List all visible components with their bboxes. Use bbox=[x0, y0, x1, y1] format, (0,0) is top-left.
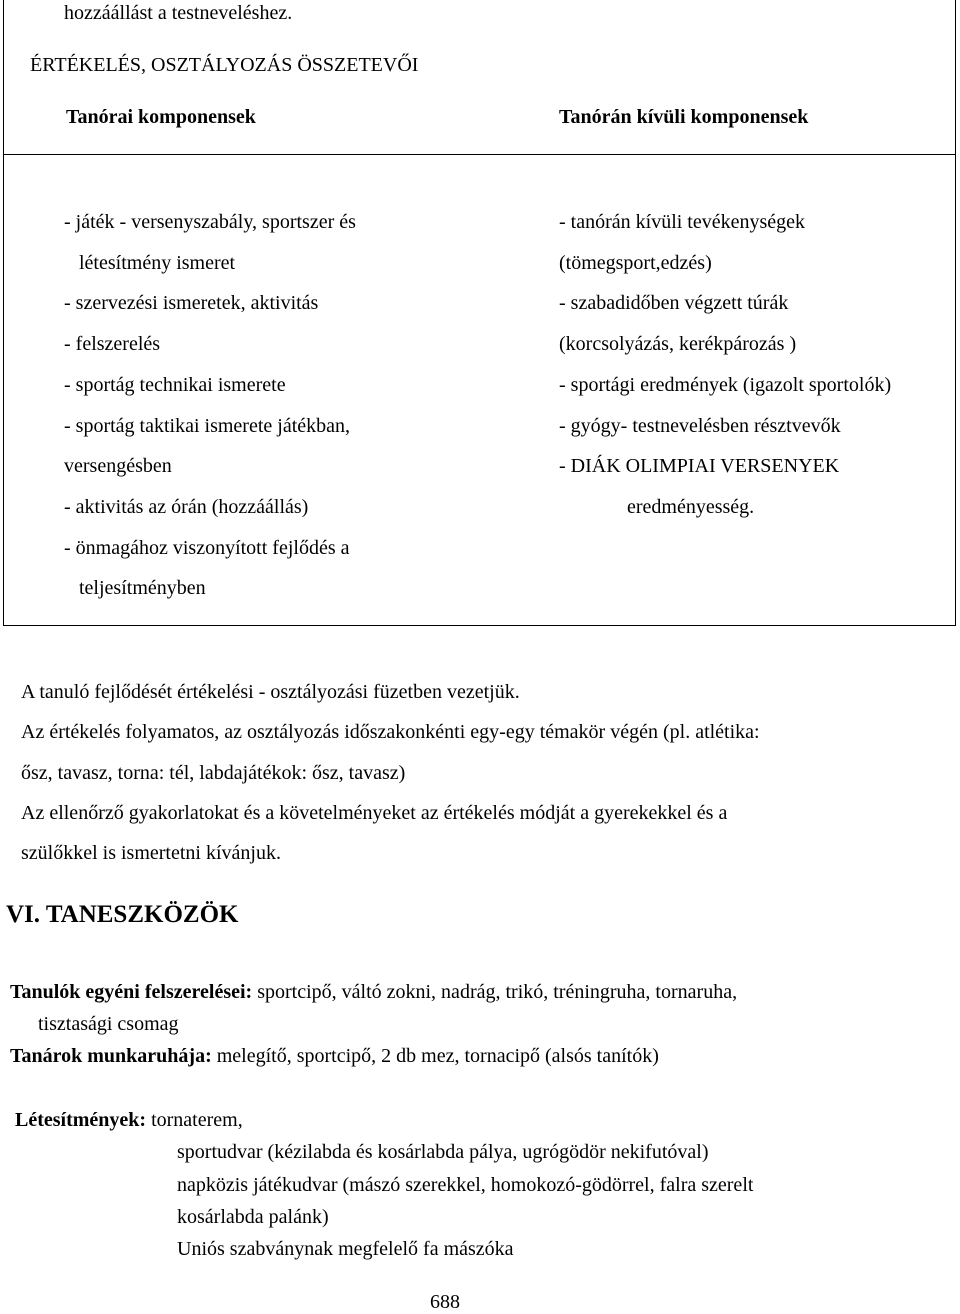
right-item: (korcsolyázás, kerékpározás ) bbox=[559, 333, 797, 355]
right-column-header: Tanórán kívüli komponensek bbox=[559, 106, 809, 128]
facilities-first: tornaterem, bbox=[151, 1109, 243, 1131]
facility-item: kosárlabda palánk) bbox=[177, 1206, 329, 1228]
teachers-clothing-line bbox=[10, 1045, 659, 1068]
right-item: (tömegsport,edzés) bbox=[559, 252, 712, 274]
left-item: - felszerelés bbox=[64, 333, 161, 355]
students-equipment-line bbox=[10, 981, 737, 1004]
section-vi-heading: VI. TANESZKÖZÖK bbox=[6, 901, 239, 928]
left-item: - játék - versenyszabály, sportszer és bbox=[64, 211, 356, 233]
left-item: - aktivitás az órán (hozzáállás) bbox=[64, 496, 309, 518]
right-item: - szabadidőben végzett túrák bbox=[559, 292, 789, 314]
right-item: - sportági eredmények (igazolt sportolók) bbox=[559, 374, 892, 396]
paragraph-requirements: Az ellenőrző gyakorlatokat és a követelményeket az értékelés módját a gyerekekkel és a bbox=[21, 802, 728, 824]
paragraph-evaluation-continuous-cont: ősz, tavasz, torna: tél, labdajátékok: ősz, tavasz) bbox=[21, 762, 406, 784]
left-item: létesítmény ismeret bbox=[79, 252, 236, 274]
left-item: - sportág taktikai ismerete játékban, bbox=[64, 415, 351, 437]
teachers-clothing-text: melegítő, sportcipő, 2 db mez, tornacipő (alsós tanítók) bbox=[216, 1045, 659, 1067]
students-equipment-text-cont: tisztasági csomag bbox=[38, 1013, 179, 1035]
left-item: - sportág technikai ismerete bbox=[64, 374, 286, 396]
page-number: 688 bbox=[430, 1291, 460, 1313]
students-equipment-text: sportcipő, váltó zokni, nadrág, trikó, tréningruha, tornaruha, bbox=[257, 981, 738, 1003]
right-item: - gyógy- testnevelésben résztvevők bbox=[559, 415, 841, 437]
facilities-line bbox=[15, 1109, 243, 1132]
left-item: - önmagához viszonyított fejlődés a bbox=[64, 537, 350, 559]
left-item: - szervezési ismeretek, aktivitás bbox=[64, 292, 319, 314]
paragraph-requirements-cont: szülőkkel is ismertetni kívánjuk. bbox=[21, 842, 281, 864]
facility-item: napközis játékudvar (mászó szerekkel, homokozó-gödörrel, falra szerelt bbox=[177, 1174, 754, 1196]
paragraph-evaluation-continuous: Az értékelés folyamatos, az osztályozás időszakonkénti egy-egy témakör végén (pl. atlétika: bbox=[21, 721, 760, 743]
left-item: versengésben bbox=[64, 455, 172, 477]
facility-item: Uniós szabványnak megfelelő fa mászóka bbox=[177, 1238, 514, 1260]
right-item: eredményesség. bbox=[627, 496, 755, 518]
section-title: ÉRTÉKELÉS, OSZTÁLYOZÁS ÖSSZETEVŐI bbox=[30, 54, 419, 76]
intro-text-fragment: hozzáállást a testneveléshez. bbox=[64, 2, 293, 24]
paragraph-evaluation-notebook: A tanuló fejlődését értékelési - osztályozási füzetben vezetjük. bbox=[21, 681, 520, 703]
teachers-clothing-label: Tanárok munkaruhája: bbox=[10, 1045, 212, 1067]
right-item: - DIÁK OLIMPIAI VERSENYEK bbox=[559, 455, 840, 477]
table-header-divider bbox=[3, 154, 956, 155]
facility-item: sportudvar (kézilabda és kosárlabda pálya, ugrógödör nekifutóval) bbox=[177, 1141, 709, 1163]
right-item: - tanórán kívüli tevékenységek bbox=[559, 211, 806, 233]
left-item: teljesítményben bbox=[79, 577, 206, 599]
left-column-header: Tanórai komponensek bbox=[66, 106, 256, 128]
students-equipment-label: Tanulók egyéni felszerelései: bbox=[10, 981, 253, 1003]
facilities-label: Létesítmények: bbox=[15, 1109, 147, 1131]
